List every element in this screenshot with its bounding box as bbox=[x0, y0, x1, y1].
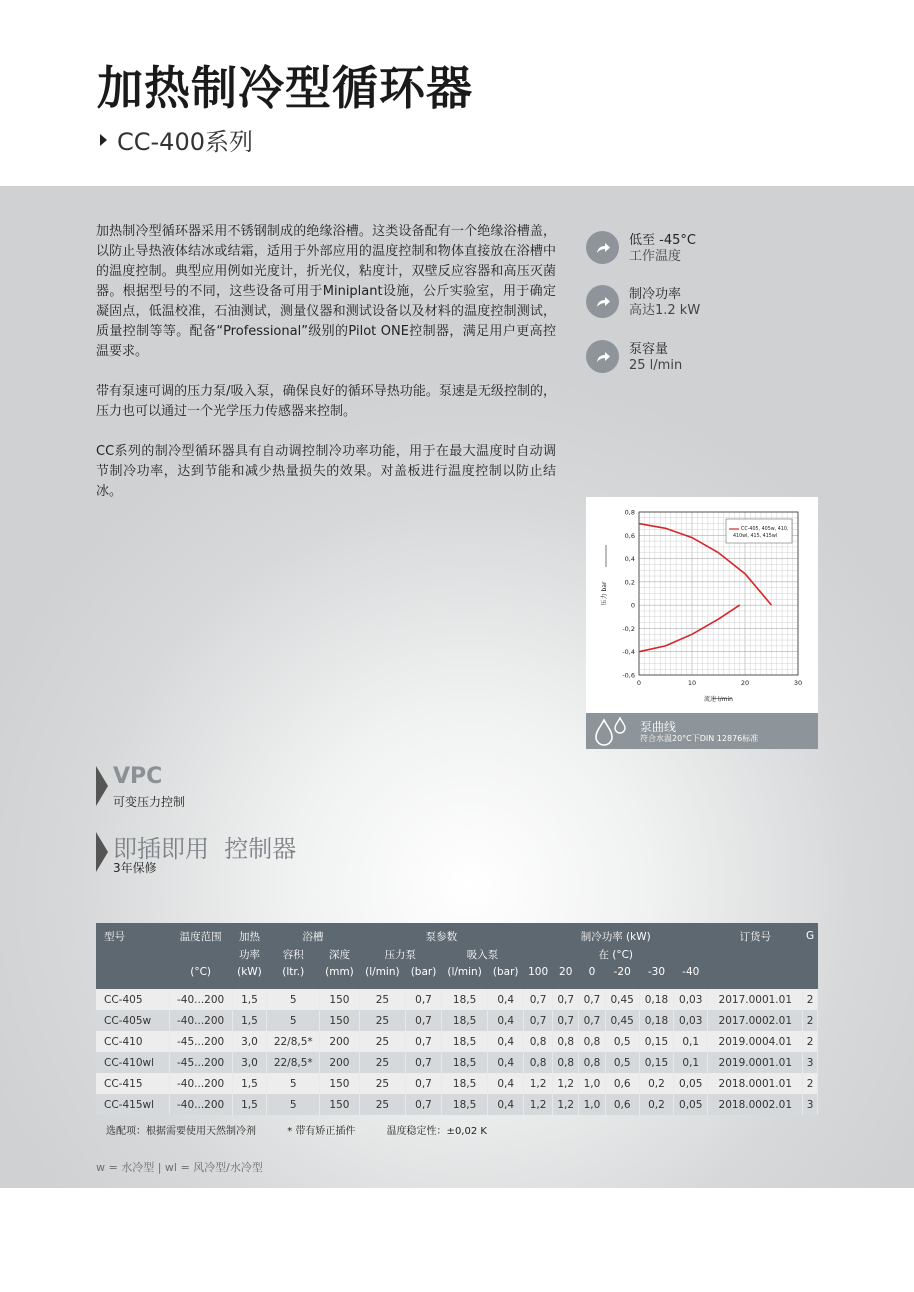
table-notes bbox=[106, 1122, 515, 1137]
table-cell: 150 bbox=[320, 1010, 359, 1031]
table-cell: 200 bbox=[320, 1031, 359, 1052]
spec-table bbox=[96, 923, 818, 1115]
temp-col: 0 bbox=[579, 963, 605, 981]
col-model: 型号 bbox=[96, 923, 169, 945]
table-cell: 1,2 bbox=[524, 1094, 553, 1115]
table-cell: 18,5 bbox=[441, 1031, 487, 1052]
table-cell: 0,7 bbox=[406, 1052, 442, 1073]
col-range: 温度范围 bbox=[169, 923, 232, 945]
table-cell: 25 bbox=[359, 1031, 405, 1052]
table-cell: 1,5 bbox=[232, 989, 267, 1010]
arrow-right-icon bbox=[586, 231, 619, 264]
temp-col: -20 bbox=[605, 963, 639, 981]
table-cell: 2017.0001.01 bbox=[708, 989, 803, 1010]
table-cell: 0,7 bbox=[553, 1010, 579, 1031]
tag-subtitle: 可变压力控制 bbox=[113, 795, 186, 809]
feature-temperature bbox=[586, 231, 696, 265]
intro-paragraph: 带有泵速可调的压力泵/吸入泵，确保良好的循环导热功能。泵速是无级控制的，压力也可以通过一个光学压力传感器来控制。 bbox=[96, 384, 556, 419]
col-heat: 加热 bbox=[232, 923, 267, 945]
feature-pump bbox=[586, 340, 682, 374]
y-tick-label: 0,8 bbox=[624, 508, 635, 517]
table-cell: 2018.0001.01 bbox=[708, 1073, 803, 1094]
cell-model: CC-410 bbox=[96, 1031, 169, 1052]
cell-model: CC-415wl bbox=[96, 1094, 169, 1115]
water-drops-icon bbox=[594, 716, 634, 748]
table-cell: 0,7 bbox=[406, 1073, 442, 1094]
table-cell: 5 bbox=[267, 1073, 320, 1094]
chart-caption-title: 泵曲线 bbox=[640, 720, 677, 734]
table-cell: 22/8,5* bbox=[267, 1031, 320, 1052]
table-cell: 0,15 bbox=[639, 1052, 673, 1073]
table-cell: 0,15 bbox=[639, 1031, 673, 1052]
cell-model: CC-405 bbox=[96, 989, 169, 1010]
feature-line2: 25 l/min bbox=[629, 358, 683, 373]
table-cell: 18,5 bbox=[441, 1010, 487, 1031]
table-cell: 0,7 bbox=[406, 989, 442, 1010]
tag-marker-icon bbox=[96, 766, 108, 806]
table-cell: 18,5 bbox=[441, 1052, 487, 1073]
table-cell: 0,4 bbox=[488, 1010, 524, 1031]
col-cooling: 制冷功率 (kW) bbox=[524, 923, 708, 945]
x-axis-label: 流速 l/min bbox=[704, 696, 733, 703]
table-cell: 150 bbox=[320, 1073, 359, 1094]
table-cell: 1,2 bbox=[553, 1094, 579, 1115]
table-row bbox=[96, 1031, 818, 1052]
table-cell: 25 bbox=[359, 1010, 405, 1031]
table-row bbox=[96, 989, 818, 1010]
tag-title: VPC bbox=[113, 764, 163, 789]
triangle-bullet-icon bbox=[100, 134, 107, 146]
y-axis-label: 压力 bar bbox=[601, 581, 608, 606]
intro-text bbox=[96, 222, 556, 522]
unit-flow: (l/min) bbox=[441, 963, 487, 981]
page-title: 加热制冷型循环器 bbox=[97, 61, 473, 115]
table-cell: 0,8 bbox=[524, 1052, 553, 1073]
x-tick-label: 10 bbox=[687, 679, 697, 687]
col-pump: 泵参数 bbox=[359, 923, 523, 945]
y-tick-label: 0,2 bbox=[624, 578, 635, 587]
table-cell: 1,2 bbox=[553, 1073, 579, 1094]
feature-cooling bbox=[586, 285, 700, 319]
table-cell: 0,6 bbox=[605, 1094, 639, 1115]
table-cell: 0,8 bbox=[579, 1052, 605, 1073]
table-cell: 22/8,5* bbox=[267, 1052, 320, 1073]
y-tick-label: -0,2 bbox=[622, 624, 635, 633]
table-cell: 0,2 bbox=[639, 1073, 673, 1094]
table-cell: 25 bbox=[359, 1052, 405, 1073]
y-tick-label: -0,4 bbox=[622, 648, 635, 657]
feature-line1: 低至 -45°C bbox=[629, 233, 696, 248]
col-heat-power: 功率 bbox=[232, 945, 267, 963]
table-cell: 0,4 bbox=[488, 1094, 524, 1115]
table-cell: 0,2 bbox=[639, 1094, 673, 1115]
unit-volume: (ltr.) bbox=[267, 963, 320, 981]
legend-label: CC-405, 405w, 410, 410wl, 415, 415wl bbox=[733, 527, 789, 539]
table-cell: 0,8 bbox=[553, 1031, 579, 1052]
table-cell: -40...200 bbox=[169, 1073, 232, 1094]
table-cell: 0,5 bbox=[605, 1052, 639, 1073]
pump-curve-chart bbox=[586, 497, 818, 749]
col-depth: 深度 bbox=[320, 945, 359, 963]
y-tick-label: 0,4 bbox=[624, 555, 635, 564]
table-cell: 3,0 bbox=[232, 1031, 267, 1052]
table-cell: 0,6 bbox=[605, 1073, 639, 1094]
unit-flow: (l/min) bbox=[359, 963, 405, 981]
table-cell: 0,1 bbox=[674, 1052, 708, 1073]
table-cell: 0,03 bbox=[674, 989, 708, 1010]
table-cell: 25 bbox=[359, 1094, 405, 1115]
tag-marker-icon bbox=[96, 832, 108, 872]
table-cell: 0,7 bbox=[579, 1010, 605, 1031]
table-cell: 0,7 bbox=[406, 1010, 442, 1031]
table-cell: 0,03 bbox=[674, 1010, 708, 1031]
table-cell: -40...200 bbox=[169, 989, 232, 1010]
feature-line1: 泵容量 bbox=[629, 342, 669, 357]
table-cell: 1,2 bbox=[524, 1073, 553, 1094]
table-cell: 0,4 bbox=[488, 1073, 524, 1094]
table-cell: -40...200 bbox=[169, 1010, 232, 1031]
col-pressure-pump: 压力泵 bbox=[359, 945, 441, 963]
table-cell: 0,05 bbox=[674, 1094, 708, 1115]
table-cell: 1,5 bbox=[232, 1010, 267, 1031]
table-cell: 2 bbox=[803, 989, 818, 1010]
col-g: G bbox=[803, 923, 818, 945]
chart-caption-sub: 符合水温20°C下DIN 12876标准 bbox=[640, 734, 759, 743]
col-suction-pump: 吸入泵 bbox=[441, 945, 523, 963]
table-cell: 18,5 bbox=[441, 989, 487, 1010]
note: 选配项：根据需要使用天然制冷剂 bbox=[106, 1126, 256, 1137]
table-cell: 0,18 bbox=[639, 989, 673, 1010]
x-tick-label: 30 bbox=[793, 679, 803, 687]
table-cell: 1,0 bbox=[579, 1073, 605, 1094]
table-cell: 2019.0004.01 bbox=[708, 1031, 803, 1052]
x-tick-label: 20 bbox=[740, 679, 750, 687]
chart-caption bbox=[586, 713, 818, 749]
note: * 带有矫正插件 bbox=[287, 1126, 356, 1137]
table-cell: 0,05 bbox=[674, 1073, 708, 1094]
table-cell: 0,45 bbox=[605, 1010, 639, 1031]
temp-col: -30 bbox=[639, 963, 673, 981]
col-order: 订货号 bbox=[708, 923, 803, 945]
table-cell: 0,7 bbox=[524, 1010, 553, 1031]
table-cell: 200 bbox=[320, 1052, 359, 1073]
feature-line1: 制冷功率 bbox=[629, 287, 682, 302]
col-volume: 容积 bbox=[267, 945, 320, 963]
table-cell: 1,5 bbox=[232, 1073, 267, 1094]
y-tick-label: 0 bbox=[630, 601, 635, 610]
temp-col: 100 bbox=[524, 963, 553, 981]
arrow-right-icon bbox=[586, 340, 619, 373]
table-cell: 5 bbox=[267, 1094, 320, 1115]
chart-svg bbox=[586, 497, 818, 713]
table-cell: 5 bbox=[267, 1010, 320, 1031]
table-cell: 2019.0001.01 bbox=[708, 1052, 803, 1073]
table-cell: 2 bbox=[803, 1010, 818, 1031]
page-subtitle bbox=[100, 122, 253, 157]
table-cell: 0,18 bbox=[639, 1010, 673, 1031]
table-cell: 25 bbox=[359, 1073, 405, 1094]
unit-bar: (bar) bbox=[406, 963, 442, 981]
table-cell: 0,7 bbox=[579, 989, 605, 1010]
table-cell: 0,4 bbox=[488, 1031, 524, 1052]
table-cell: 1,5 bbox=[232, 1094, 267, 1115]
table-cell: -45...200 bbox=[169, 1031, 232, 1052]
cell-model: CC-405w bbox=[96, 1010, 169, 1031]
table-cell: 0,8 bbox=[553, 1052, 579, 1073]
table-cell: 150 bbox=[320, 1094, 359, 1115]
y-tick-label: 0,6 bbox=[624, 531, 635, 540]
table-cell: 25 bbox=[359, 989, 405, 1010]
page-header bbox=[0, 0, 914, 186]
table-cell: 18,5 bbox=[441, 1073, 487, 1094]
table-cell: 0,45 bbox=[605, 989, 639, 1010]
unit-depth: (mm) bbox=[320, 963, 359, 981]
col-cooling-at: 在 (°C) bbox=[524, 945, 708, 963]
table-cell: 0,7 bbox=[406, 1031, 442, 1052]
tag-title: 即插即用 控制器 bbox=[113, 835, 297, 863]
subtitle-text: CC-400系列 bbox=[117, 128, 253, 156]
table-cell: 3,0 bbox=[232, 1052, 267, 1073]
col-bath: 浴槽 bbox=[267, 923, 359, 945]
unit-range: (°C) bbox=[169, 963, 232, 981]
unit-bar: (bar) bbox=[488, 963, 524, 981]
table-row bbox=[96, 1094, 818, 1115]
table-cell: 0,7 bbox=[553, 989, 579, 1010]
table-cell: 0,7 bbox=[406, 1094, 442, 1115]
unit-heat: (kW) bbox=[232, 963, 267, 981]
table-cell: -45...200 bbox=[169, 1052, 232, 1073]
table-cell: 2017.0002.01 bbox=[708, 1010, 803, 1031]
table-cell: 3 bbox=[803, 1094, 818, 1115]
table-row bbox=[96, 1052, 818, 1073]
table-cell: 0,7 bbox=[524, 989, 553, 1010]
table-cell: 2 bbox=[803, 1031, 818, 1052]
table-cell: 0,5 bbox=[605, 1031, 639, 1052]
temp-col: -40 bbox=[674, 963, 708, 981]
table-cell: 0,1 bbox=[674, 1031, 708, 1052]
tag-subtitle: 3年保修 bbox=[113, 861, 157, 875]
cell-model: CC-410wl bbox=[96, 1052, 169, 1073]
arrow-right-icon bbox=[586, 285, 619, 318]
table-cell: 2018.0002.01 bbox=[708, 1094, 803, 1115]
intro-paragraph: 加热制冷型循环器采用不锈钢制成的绝缘浴槽。这类设备配有一个绝缘浴槽盖，以防止导热液体结冰或结霜，适用于外部应用的温度控制和物体直接放在浴槽中的温度控制。典型应用例如光度计，折光仪，粘度计，双壁反应容器和高压灭菌器。根据型号的不同，这些设备可用于Miniplant设施，公斤实验室，用于确定凝固点，低温校准，石油测试，测量仪器和测试设备以及材料的温度控制测试，质量控制等等。配备“Professional”级别的Pilot ONE控制器，满足用户更高控温要求。 bbox=[96, 224, 556, 359]
table-cell: 1,0 bbox=[579, 1094, 605, 1115]
model-suffix-legend: w = 水冷型 | wl = 风冷型/水冷型 bbox=[96, 1161, 263, 1174]
table-cell: 2 bbox=[803, 1073, 818, 1094]
x-tick-label: 0 bbox=[636, 679, 642, 687]
y-tick-label: -0,6 bbox=[622, 671, 635, 680]
table-cell: 3 bbox=[803, 1052, 818, 1073]
table-cell: 18,5 bbox=[441, 1094, 487, 1115]
table-cell: 150 bbox=[320, 989, 359, 1010]
table-row bbox=[96, 1010, 818, 1031]
feature-line2: 高达1.2 kW bbox=[629, 303, 701, 318]
table-cell: -40...200 bbox=[169, 1094, 232, 1115]
table-cell: 5 bbox=[267, 989, 320, 1010]
intro-paragraph: CC系列的制冷型循环器具有自动调控制冷功率功能，用于在最大温度时自动调节制冷功率，达到节能和减少热量损失的效果。对盖板进行温度控制以防止结冰。 bbox=[96, 444, 556, 499]
table-cell: 0,8 bbox=[524, 1031, 553, 1052]
table-cell: 0,4 bbox=[488, 1052, 524, 1073]
cell-model: CC-415 bbox=[96, 1073, 169, 1094]
note: 温度稳定性：±0,02 K bbox=[386, 1126, 487, 1137]
table-cell: 0,4 bbox=[488, 989, 524, 1010]
temp-col: 20 bbox=[553, 963, 579, 981]
feature-line2: 工作温度 bbox=[629, 249, 682, 264]
table-row bbox=[96, 1073, 818, 1094]
spec-table-body bbox=[96, 989, 818, 1115]
table-cell: 0,8 bbox=[579, 1031, 605, 1052]
